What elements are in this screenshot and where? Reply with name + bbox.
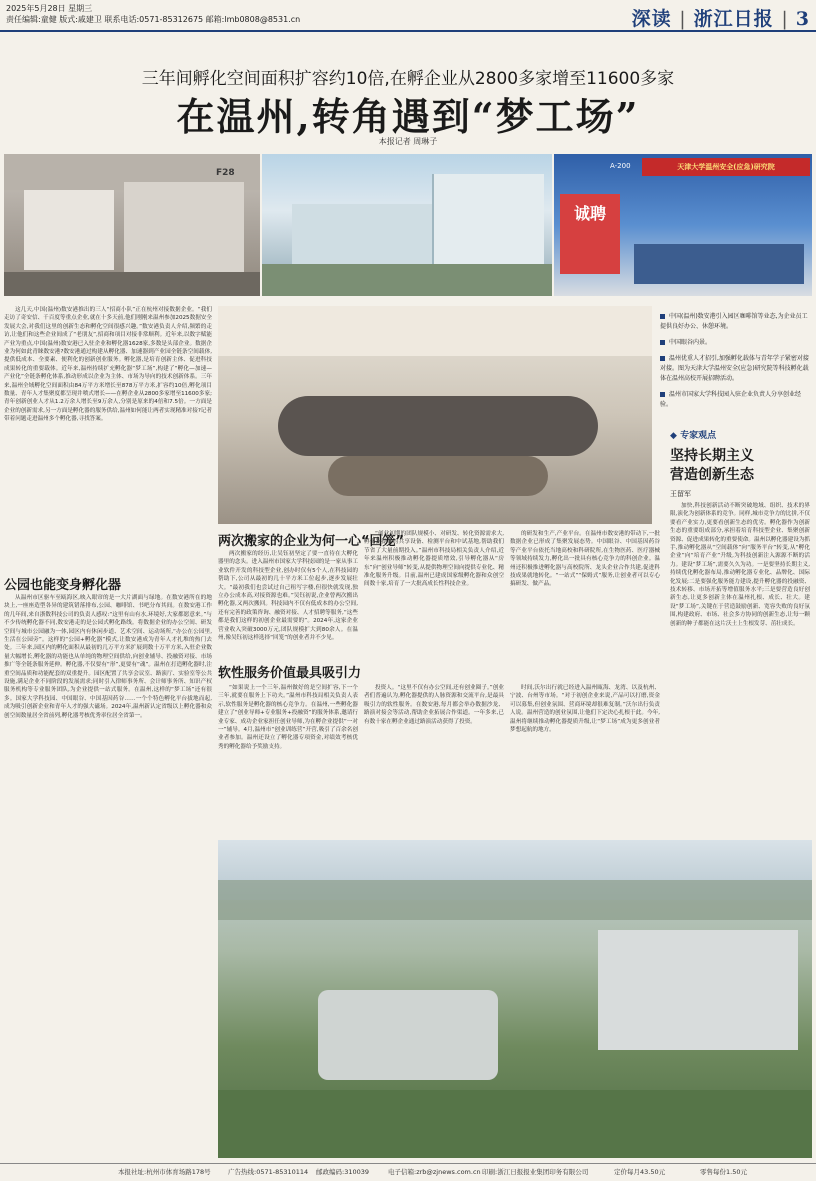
- photo-aerial-park: [218, 840, 812, 1158]
- paper-name: 浙江日报: [693, 8, 774, 30]
- subhead-1: 公园也能变身孵化器: [4, 578, 122, 593]
- caption-4: 温州市国家大学科技园入驻企业负责人分享创业经验。: [660, 391, 802, 408]
- caption-2: 中国眼谷内景。: [660, 338, 812, 348]
- date-line: 2025年5月28日 星期三: [6, 4, 93, 13]
- masthead: [0, 0, 816, 32]
- footer-printer: 印刷:浙江日报报业集团印务有限公司: [482, 1168, 589, 1176]
- footer-postcode: 邮政编码:310039: [316, 1168, 370, 1176]
- caption-1: 中国(温州)数安港引入园区咖啡馆等业态,为企业员工提供良好办公、休憩环境。: [660, 313, 808, 330]
- banner-text: 天津大学温州安全(应急)研究院: [642, 158, 810, 176]
- body-col1b: 从温州市区驱车至瓯海区,映入眼帘的是一大片湖面与绿地。在数安港所在的地块上,一座座造型各异的建筑错落排布,公园、咖啡馆、书吧分布其间。在数安港工作的几年间,来自浙数科技公司的负责人感叹:“这里有山有水,环境好,大家都愿意来。”与不少传统孵化器不同,数安港走的是公园式孵化路线。将数据企业的办公空间、研发空间与城市公园融为一体,园区内有休闲步道、艺术空间、运动场所,“办公在公园里,生活在公园旁”。这样的“公园+孵化器”模式,让数安港成为青年人才扎堆的热门去处。三年来,园区内的孵化面积从最初的几万平方米扩展到数十万平方米,入驻企业数量大幅增长,孵化器的功能也从单纯的物理空间供给,向创业辅导、投融资对接、市场推广等全链条服务延伸。孵化器,不仅要有“形”,更要有“魂”。温州在打造孵化器时,注重空间品质和功能配套的双重提升。园区配置了共享会议室、路演厅、实验室等公共设施,满足企业不同阶段的发展需求;同时引入律师事务所、会计师事务所、知识产权服务机构等专业服务团队,为企业提供一站式服务。在温州,这样的“梦工场”还有很多。国家大学科技园、中国眼谷、中国基因药谷……一个个特色孵化平台拔地而起,成为吸引创新企业和青年人才的强大磁场。2024年,温州新认定省级以上孵化器和众创空间数量居全省前列,孵化器考核优秀率位居全省第一。: [4, 595, 212, 719]
- captions-block: [660, 312, 812, 410]
- footer: [0, 1163, 816, 1181]
- article-byline: 本报记者 周琳子: [378, 137, 438, 146]
- sidebar-label: ◆ 专家观点: [670, 431, 717, 441]
- photo-recruitment: [554, 154, 812, 296]
- body-col8: 时间,沃尔出行就已经进入温州瓯海、龙湾、以及杭州、宁波、台州等市场。“对于初创企业来说,产品可以打磨,资金可以募集,但创业氛围、营商环境却很难复制。”沃尔出行负责人说。温州营造的创业氛围,让他们下定决心扎根于此。今年,温州将继续推动孵化器提质升级,让“梦工场”成为更多创业者梦想起航的地方。: [510, 685, 660, 734]
- photo-park-cafe: [4, 154, 260, 296]
- sidebar: [670, 428, 810, 499]
- page-number: 3: [795, 8, 810, 30]
- photo-meeting: [218, 306, 652, 524]
- sidebar-author: 王留军: [670, 490, 691, 498]
- masthead-brand: 深读 | 浙江日报 | 3: [631, 8, 810, 30]
- body-col7: 投资人。“这里不仅有办公空间,还有创业圈子。”创业者们普遍认为,孵化器提供的人脉资源和交流平台,是最具吸引力的软性服务。在数安港,每月都会举办数据沙龙、路演对接会等活动,帮助企业拓展合作渠道。一年多来,已有数十家在孵企业通过路演活动获得了投资。: [364, 685, 504, 725]
- caption-3: 温州优重人才招引,加强孵化载体与青年学子紧密对接对接。图为天津大学温州安全(应急)研究院等科技孵化载体在温州高校开展招聘活动。: [660, 355, 809, 382]
- footer-email: 电子信箱:zrb@zjnews.com.cn: [388, 1168, 481, 1176]
- sidebar-title-2: 营造创新生态: [670, 467, 754, 483]
- footer-price-month: 定价每月43.50元: [614, 1168, 666, 1176]
- body-col4: 的研发和生产,产业平台。在温州市数安港的带动下,一批数据企业已形成了集聚发展态势。中国眼谷、中国基因药谷等产业平台依托当地高校和科研院所,在生物医药、医疗器械等领域持续发力,孵化出一批具有核心竞争力的科创企业。温州还积极推进孵化器与高校院所、龙头企业合作共建,促进科技成果就地转化。“一站式”“保姆式”服务,让创业者可以专心搞研发、做产品。: [510, 531, 660, 588]
- booth-text: 诚聘: [560, 194, 620, 274]
- subhead-2: 两次搬家的企业为何一心“回笼”: [218, 534, 405, 549]
- article-headline: 在温州,转角遇到“梦工场”: [176, 94, 640, 139]
- footer-ad-phone: 广告热线:0571-85310114: [228, 1168, 309, 1176]
- footer-address: 本报社址:杭州市体育场路178号: [118, 1168, 211, 1176]
- sidebar-title-1: 坚持长期主义: [670, 448, 754, 464]
- body-col2: 两次搬家的经历,让吴钰初坚定了要一直待在大孵化器里的念头。进入温州市国家大学科技园的是一家从事工业软件开发的科技型企业,创办时仅有5个人,在科技园的帮助下,公司从最初的几十平方米工位起步,逐步发展壮大。“最初我们也尝试过自己租写字楼,但很快就发现,独立办公成本高,对接资源也难。”吴钰初说,企业曾两次搬出孵化器,又两次搬回。科技园内不仅有低成本的办公空间,还有完善的政策咨询、融资对接、人才招聘等服务,“这些都是我们这样的初创企业最需要的”。2024年,这家企业营业收入突破3000万元,团队规模扩大到80余人。在温州,像吴钰初这样选择“回笼”的创业者并不少见。: [218, 551, 358, 642]
- banner-code: A-200: [610, 162, 631, 170]
- body-col1: 这几天,中国(温州)数安港推出的三人“招商小队”正在杭州对接数据企业。“我们走访了奇安信、千百度等重点企业,就在十多天前,他们刚刚来温州参加2025数据安全发展大会,对我们这里的创新生态和孵化空间很感兴趣。”数安港负责人介绍,频繁的走访,让他们和这些企业间成了“老朋友”,招商和项目对接非常顺利。近年来,以数字赋能产业为重点,中国(温州)数安港已入驻企业和孵化器1628家,多数是头部企业。数据企业为何如此青睐数安港?数安港通过构建从孵化器、加速器到产业园全链条空间载体,提供低成本、全要素、便利化的创新创业服务。孵化器,是培育创新主体、促进科技成果转化的重要载体。近年来,温州持续扩充孵化器“梦工场”,构建了“孵化—加速—产业化”全链条孵化体系,推动形成以企业为主体、市场为导向的技术创新体系。三年来,温州全域孵化空间面积由84万平方米增长至878万平方米,扩容约10倍,孵化项目数量、青年人才集聚度都呈现井喷式增长——在孵企业从2800多家增至11600多家;青年创新创业人才从1.2万余人增长至9万余人,分别是原来的4倍和7.5倍。一方面是企业的创新需求,另一方面是孵化器的服务供给,温州如何能让两者实现精准对接?记者带着问题走进温州多个孵化器,寻找答案。: [4, 307, 212, 423]
- photo-eye-valley: [262, 154, 552, 296]
- subhead-3: 软性服务价值最具吸引力: [218, 666, 362, 681]
- body-col6: “如果说上一个三年,温州做好的是空间扩容,下一个三年,就要在服务上下功夫。”温州市科技局相关负责人表示,软性服务是孵化器的核心竞争力。在温州,一些孵化器建立了“创业导师+专业服务+投融资”的服务体系,邀请行业专家、成功企业家担任创业导师,为在孵企业提供“一对一”辅导。4月,温州市“创业训练营”开营,吸引了百余名创业者参加。温州还设立了孵化器专项资金,对绩效考核优秀的孵化器给予奖励支持。: [218, 685, 358, 750]
- masthead-info: [6, 3, 300, 25]
- sidebar-body: 加快,科技创新活动不断突破地域、组织、技术的界限,演化为创新体系的竞争。同样,城市竞争力的比拼,不仅要看产业实力,更要看创新生态的优劣。孵化器作为创新生态的重要组成部分,承担着培育科技型企业、集聚创新资源、促进成果转化的重要使命。温州以孵化器建设为抓手,推动孵化器从“空间载体”向“服务平台”转变,从“孵化企业”向“培育产业”升级,为科技创新注入源源不断的活力。建设“梦工场”,需要久久为功。一是要坚持长期主义,持续优化孵化器布局,推动孵化器专业化、品牌化、国际化发展;二是要强化服务能力建设,提升孵化器的投融资、技术转移、市场开拓等增值服务水平;三是要营造良好创新生态,让更多创新主体在温州扎根、成长、壮大。建设“梦工场”,关键在于营造鼓励创新、宽容失败的良好氛围,构建政府、市场、社会多方协同的创新生态,让每一颗创新的种子都能在这片沃土上生根发芽、茁壮成长。: [670, 503, 810, 627]
- article-kicker: 三年间孵化空间面积扩容约10倍,在孵企业从2800多家增至11600多家: [141, 69, 675, 89]
- park-sign: F28: [216, 168, 235, 178]
- editor-line: 责任编辑:童健 版式:戚建卫 联系电话:0571-85312675 邮箱:lmb0808@8531.cn: [6, 15, 301, 24]
- section-name: 深读: [631, 8, 672, 30]
- footer-price-issue: 零售每份1.50元: [700, 1168, 747, 1176]
- body-col3: “创业初期的团队规模小、对研发、转化资源需求大,孵化器提供的共享设备、检测平台和中试基地,帮助我们节省了大量前期投入。”温州市科技局相关负责人介绍,近年来温州积极推动孵化器提质增效,引导孵化器从“房东”向“创业导师”转变,从提供物理空间向提供专业化、精准化服务升级。目前,温州已建成国家级孵化器和众创空间数十家,培育了一大批高成长性科技企业。: [364, 531, 504, 588]
